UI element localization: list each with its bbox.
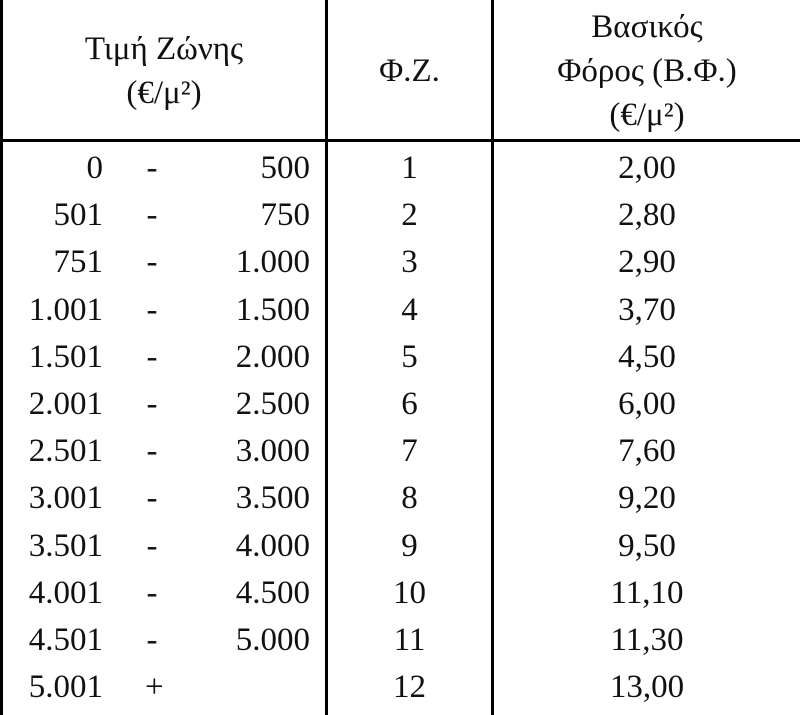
table-row bbox=[0, 190, 800, 237]
zone-separator-cell: - bbox=[146, 291, 158, 328]
zone-separator-cell: - bbox=[146, 622, 158, 658]
zone-separator-cell: - bbox=[146, 527, 158, 564]
zone-to-cell: 1.500 bbox=[235, 291, 310, 328]
table-row bbox=[0, 332, 800, 379]
base-tax-cell: 9,20 bbox=[618, 480, 676, 517]
zone-from-cell: 4.501 bbox=[28, 622, 103, 658]
zone-separator-cell: - bbox=[146, 433, 158, 470]
header-tax-unit: (€/μ²) bbox=[609, 97, 685, 133]
table-row bbox=[0, 473, 800, 520]
base-tax-cell: 7,60 bbox=[618, 433, 676, 470]
header-fz-label: Φ.Ζ. bbox=[379, 53, 440, 89]
table-row bbox=[0, 521, 800, 568]
zone-from-cell: 501 bbox=[53, 197, 103, 234]
header-zone-title: Τιμή Ζώνης bbox=[84, 31, 244, 67]
fz-cell: 7 bbox=[401, 433, 418, 470]
table-row bbox=[0, 426, 800, 473]
zone-from-cell: 1.501 bbox=[28, 338, 103, 375]
zone-from-cell: 5.001 bbox=[28, 669, 103, 706]
table-row bbox=[0, 237, 800, 284]
header-tax-line1: Βασικός bbox=[591, 9, 703, 45]
zone-to-cell: 4.500 bbox=[235, 574, 310, 611]
fz-cell: 12 bbox=[393, 669, 426, 706]
zone-separator-cell: - bbox=[146, 338, 158, 375]
zone-to-cell: 500 bbox=[260, 150, 310, 186]
header-zone-value bbox=[3, 0, 325, 142]
fz-cell: 11 bbox=[393, 622, 426, 658]
header-tax-line2: Φόρος (Β.Φ.) bbox=[557, 53, 737, 89]
zone-separator-cell: - bbox=[146, 386, 158, 422]
base-tax-cell: 9,50 bbox=[618, 527, 676, 564]
table-row bbox=[0, 285, 800, 332]
table-row bbox=[0, 662, 800, 709]
table-row bbox=[0, 143, 800, 190]
zone-from-cell: 0 bbox=[86, 150, 103, 186]
base-tax-cell: 4,50 bbox=[618, 338, 676, 375]
zone-from-cell: 2.001 bbox=[28, 386, 103, 422]
zone-to-cell: 1.000 bbox=[235, 244, 310, 281]
fz-cell: 5 bbox=[401, 338, 418, 375]
header-fz bbox=[328, 0, 491, 142]
zone-separator-cell: - bbox=[146, 244, 158, 281]
fz-cell: 9 bbox=[401, 527, 418, 564]
base-tax-cell: 2,00 bbox=[618, 150, 676, 186]
base-tax-cell: 11,30 bbox=[610, 622, 684, 658]
table-row bbox=[0, 379, 800, 426]
zone-separator-cell: - bbox=[146, 197, 158, 234]
zone-to-cell: 2.000 bbox=[235, 338, 310, 375]
zone-from-cell: 3.501 bbox=[28, 527, 103, 564]
base-tax-cell: 13,00 bbox=[609, 669, 685, 706]
zone-from-cell: 2.501 bbox=[28, 433, 103, 470]
zone-to-cell: 3.000 bbox=[235, 433, 310, 470]
fz-cell: 10 bbox=[393, 574, 426, 611]
table-row bbox=[0, 615, 800, 662]
base-tax-cell: 11,10 bbox=[610, 574, 684, 611]
zone-to-cell: 2.500 bbox=[235, 386, 310, 422]
base-tax-cell: 2,90 bbox=[618, 244, 676, 281]
zone-separator-cell: + bbox=[145, 669, 164, 706]
zone-separator-cell: - bbox=[146, 150, 158, 186]
fz-cell: 3 bbox=[401, 244, 418, 281]
fz-cell: 4 bbox=[401, 291, 418, 328]
base-tax-cell: 6,00 bbox=[618, 386, 676, 422]
table-row bbox=[0, 568, 800, 615]
base-tax-cell: 2,80 bbox=[618, 197, 676, 234]
fz-cell: 2 bbox=[401, 197, 418, 234]
zone-separator-cell: - bbox=[146, 480, 158, 517]
fz-cell: 6 bbox=[401, 386, 418, 422]
zone-to-cell: 3.500 bbox=[235, 480, 310, 517]
header-base-tax bbox=[494, 0, 800, 142]
header-zone-unit: (€/μ²) bbox=[126, 75, 202, 111]
base-tax-cell: 3,70 bbox=[618, 291, 676, 328]
zone-to-cell: 4.000 bbox=[235, 527, 310, 564]
zone-from-cell: 751 bbox=[53, 244, 103, 281]
fz-cell: 1 bbox=[401, 150, 418, 186]
zone-separator-cell: - bbox=[146, 574, 158, 611]
zone-from-cell: 1.001 bbox=[28, 291, 103, 328]
zone-from-cell: 3.001 bbox=[28, 480, 103, 517]
zone-to-cell: 5.000 bbox=[235, 622, 310, 658]
zone-from-cell: 4.001 bbox=[28, 574, 103, 611]
fz-cell: 8 bbox=[401, 480, 418, 517]
zone-to-cell: 750 bbox=[260, 197, 310, 234]
